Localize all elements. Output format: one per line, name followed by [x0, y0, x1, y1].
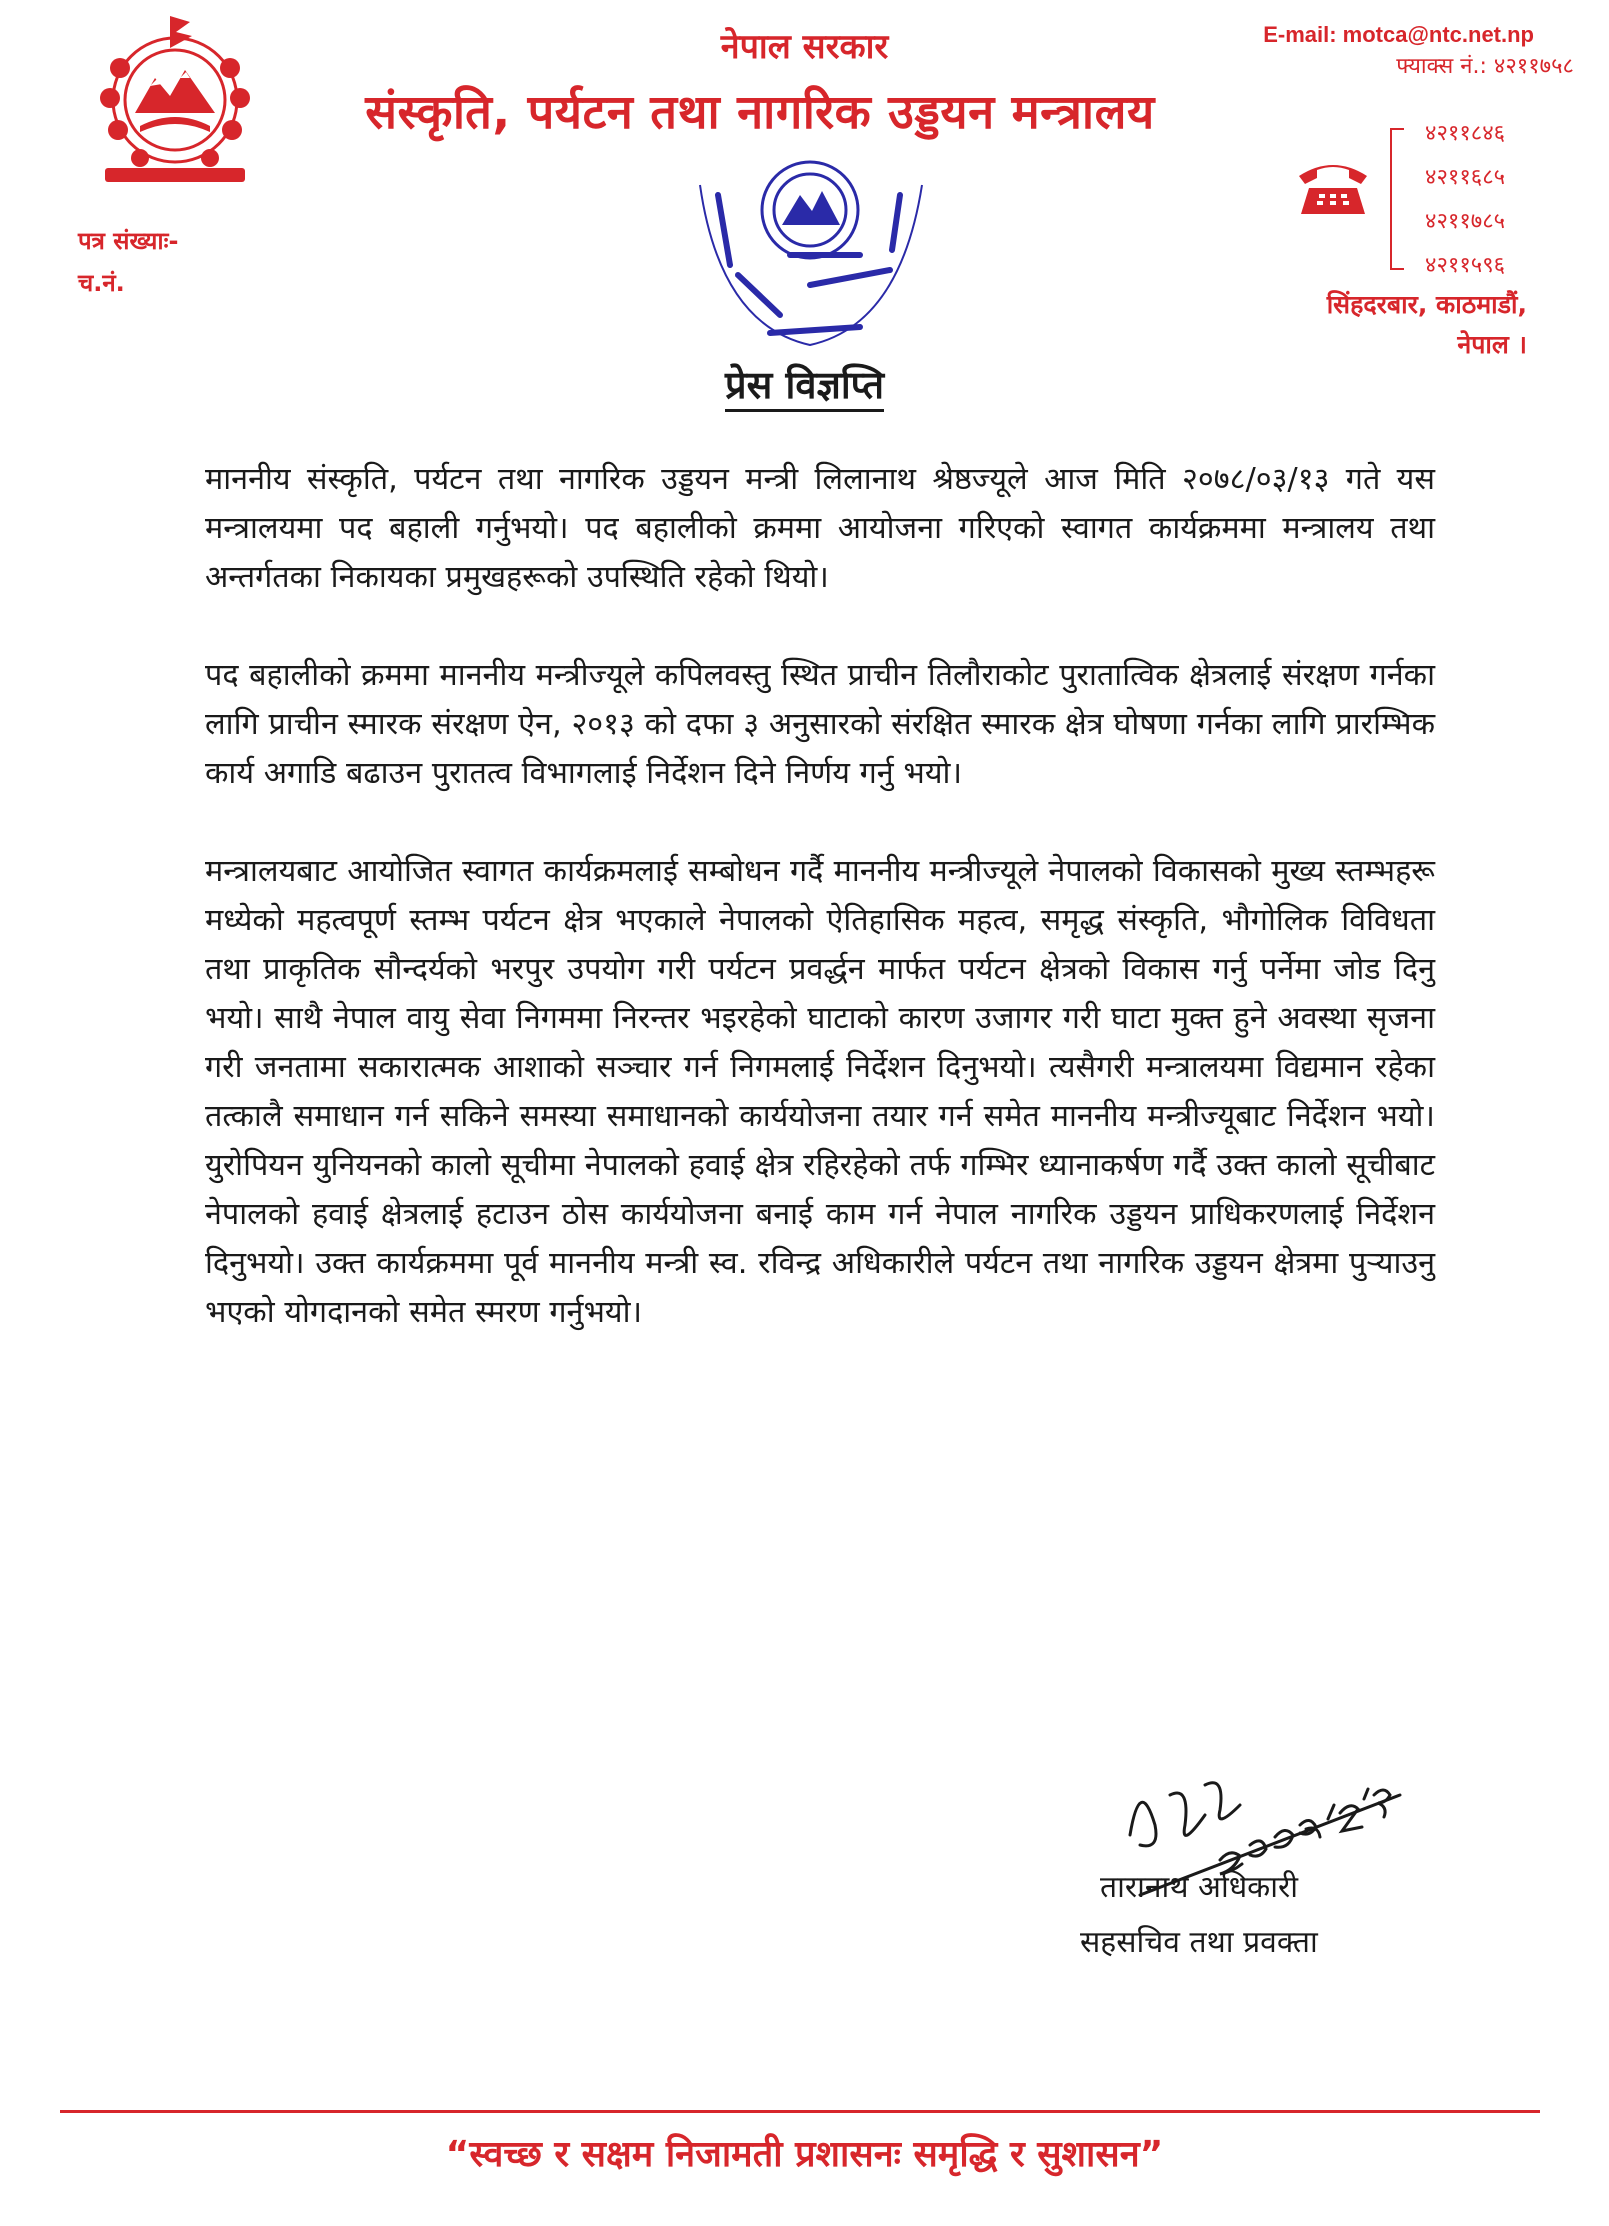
office-address	[1327, 285, 1527, 365]
signer-name: तारानाथ अधिकारी	[1100, 1870, 1299, 1905]
address-line-1: सिंहदरबार, काठमाडौं,	[1326, 290, 1527, 319]
address-line-2: नेपाल ।	[1457, 330, 1527, 359]
body-paragraph: पद बहालीको क्रममा माननीय मन्त्रीज्यूले कपिलवस्तु स्थित प्राचीन तिलौराकोट पुरातात्विक क्षेत्रलाई संरक्षण गर्नका लागि प्राचीन स्मारक संरक्षण ऐन, २०१३ को दफा ३ अनुसारको संरक्षित स्मारक क्षेत्र घोषणा गर्नका लागि प्रारम्भिक कार्य अगाडि बढाउन पुरातत्व विभागलाई निर्देशन दिने निर्णय गर्नु भयो।	[205, 658, 1435, 791]
fax-number: फ्याक्स नं.: ४२११७५८	[1396, 54, 1574, 79]
signer-designation: सहसचिव तथा प्रवक्ता	[1080, 1925, 1318, 1960]
telephone-icon	[1295, 158, 1371, 216]
phone-number: ४२११८४६	[1425, 121, 1506, 146]
contact-block	[1234, 22, 1534, 48]
body-paragraph: माननीय संस्कृति, पर्यटन तथा नागरिक उड्डयन मन्त्री लिलानाथ श्रेष्ठज्यूले आज मिति २०७८/०३/१३ गते यस मन्त्रालयमा पद बहाली गर्नुभयो। पद बहालीको क्रममा आयोजना गरिएको स्वागत कार्यक्रममा मन्त्रालय तथा अन्तर्गतका निकायका प्रमुखहरूको उपस्थिति रहेको थियो।	[205, 462, 1435, 595]
document-body	[205, 455, 1435, 1386]
email-address: E-mail: motca@ntc.net.np	[1263, 22, 1534, 47]
dispatch-number-label: च.नं.	[78, 269, 125, 297]
title-text: प्रेस विज्ञप्ति	[725, 363, 884, 412]
phone-number: ४२११५९६	[1425, 253, 1506, 278]
phone-number: ४२११६८५	[1425, 165, 1506, 190]
letter-number-label: पत्र संख्याः-	[78, 227, 179, 255]
reference-block	[78, 220, 178, 304]
footer-slogan: “स्वच्छ र सक्षम निजामती प्रशासनः समृद्धि र सुशासन”	[445, 2134, 1164, 2175]
government-name: नेपाल सरकार	[720, 27, 889, 67]
ministry-name: संस्कृति, पर्यटन तथा नागरिक उड्डयन मन्त्रालय	[365, 85, 1155, 140]
official-stamp	[660, 155, 960, 365]
phone-number: ४२११७८५	[1425, 209, 1506, 234]
phone-list	[1395, 112, 1525, 288]
footer-divider	[60, 2110, 1540, 2113]
body-paragraph: मन्त्रालयबाट आयोजित स्वागत कार्यक्रमलाई सम्बोधन गर्दै माननीय मन्त्रीज्यूले नेपालको विकासको मुख्य स्तम्भहरू मध्येको महत्वपूर्ण स्तम्भ पर्यटन क्षेत्र भएकाले नेपालको ऐतिहासिक महत्व, समृद्ध संस्कृति, भौगोलिक विविधता तथा प्राकृतिक सौन्दर्यको भरपुर उपयोग गरी पर्यटन प्रवर्द्धन मार्फत पर्यटन क्षेत्रको विकास गर्नु पर्नेमा जोड दिनु भयो। साथै नेपाल वायु सेवा निगममा निरन्तर भइरहेको घाटाको कारण उजागर गरी घाटा मुक्त हुने अवस्था सृजना गरी जनतामा सकारात्मक आशाको सञ्चार गर्न निगमलाई निर्देशन दिनुभयो। त्यसैगरी मन्त्रालयमा विद्यमान रहेका तत्कालै समाधान गर्न सकिने समस्या समाधानको कार्ययोजना तयार गर्न समेत माननीय मन्त्रीज्यूबाट निर्देशन भयो। युरोपियन युनियनको कालो सूचीमा नेपालको हवाई क्षेत्र रहिरहेको तर्फ गम्भिर ध्यानाकर्षण गर्दै उक्त कालो सूचीबाट नेपालको हवाई क्षेत्रलाई हटाउन ठोस कार्ययोजना बनाई काम गर्न नेपाल नागरिक उड्डयन प्राधिकरणलाई निर्देशन दिनुभयो। उक्त कार्यक्रममा पूर्व माननीय मन्त्री स्व. रविन्द्र अधिकारीले पर्यटन तथा नागरिक उड्डयन क्षेत्रमा पुर्‍याउनु भएको योगदानको समेत स्मरण गर्नुभयो।	[205, 854, 1435, 1330]
document-title	[0, 358, 1609, 410]
